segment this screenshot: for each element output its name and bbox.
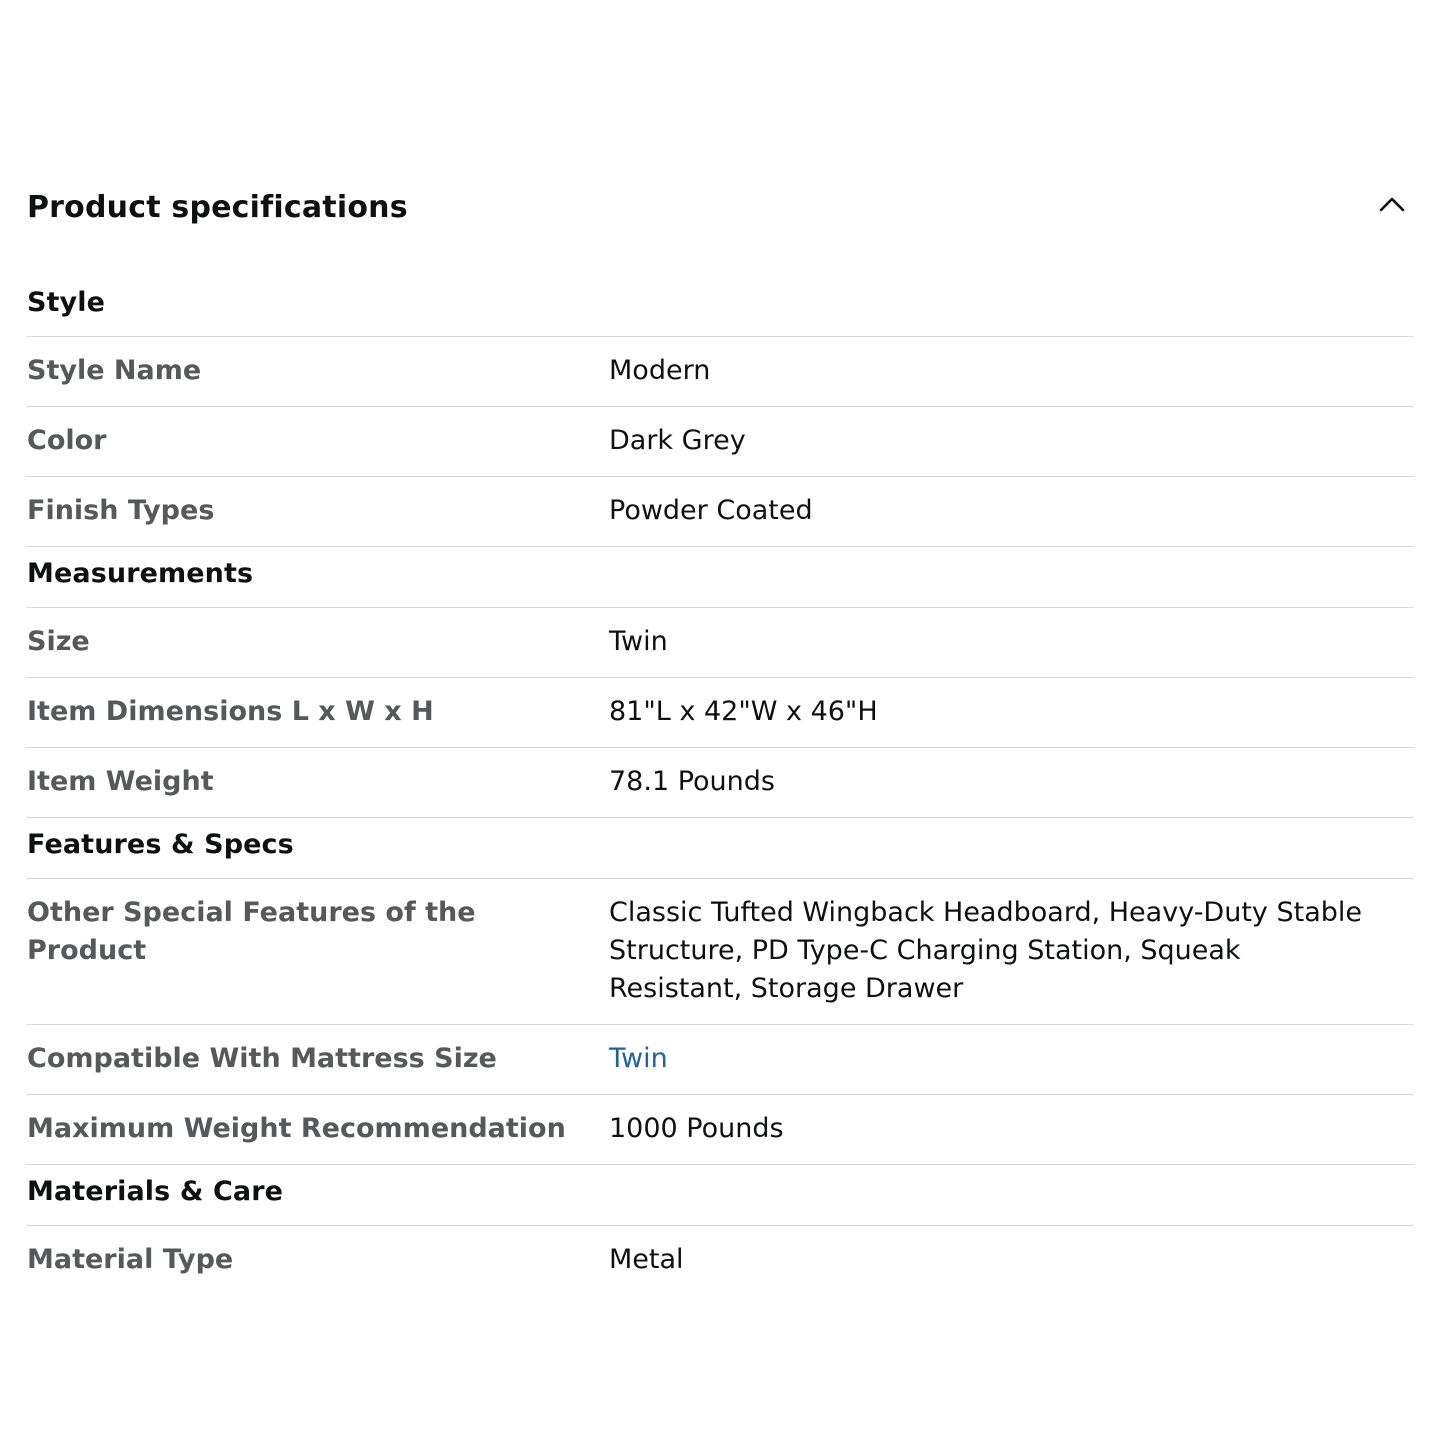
section-title: Materials & Care [26, 1165, 1414, 1226]
spec-row-finish-types [26, 477, 1414, 547]
spec-value: Powder Coated [609, 495, 813, 526]
spec-row-color [26, 407, 1414, 477]
page-title: Product specifications [27, 190, 408, 225]
section-measurements [26, 547, 1414, 818]
section-title: Style [26, 276, 1414, 337]
spec-key: Item Dimensions L x W x H [27, 696, 434, 727]
spec-value: Classic Tufted Wingback Headboard, Heavy-Duty Stable Structure, PD Type-C Charging Station, Squeak Resistant, Storage Drawer [609, 897, 1363, 1004]
specifications-table [26, 276, 1414, 1295]
spec-value: Metal [609, 1244, 684, 1275]
spec-value: Twin [609, 626, 668, 657]
spec-row-compatible-mattress-size [26, 1025, 1414, 1095]
spec-value: 78.1 Pounds [609, 766, 775, 797]
collapse-button[interactable] [1372, 184, 1412, 224]
section-features-specs [26, 818, 1414, 1165]
spec-key: Size [27, 626, 90, 657]
spec-value: 81"L x 42"W x 46"H [609, 696, 878, 727]
spec-value: Modern [609, 355, 711, 386]
spec-row-maximum-weight [26, 1095, 1414, 1165]
spec-key: Material Type [27, 1244, 234, 1275]
spec-value: Dark Grey [609, 425, 746, 456]
spec-key: Item Weight [27, 766, 214, 797]
chevron-up-icon [1378, 195, 1406, 213]
spec-row-item-weight [26, 748, 1414, 818]
spec-key: Style Name [27, 355, 202, 386]
spec-row-item-dimensions [26, 678, 1414, 748]
section-style [26, 276, 1414, 547]
specifications-header[interactable] [26, 184, 1414, 234]
spec-key: Maximum Weight Recommendation [27, 1113, 566, 1144]
mattress-size-link[interactable]: Twin [609, 1043, 668, 1074]
spec-row-style-name [26, 337, 1414, 407]
spec-value: 1000 Pounds [609, 1113, 784, 1144]
section-title: Measurements [26, 547, 1414, 608]
spec-key: Compatible With Mattress Size [27, 1043, 497, 1074]
section-materials-care [26, 1165, 1414, 1295]
spec-key: Finish Types [27, 495, 215, 526]
spec-row-special-features [26, 879, 1414, 1025]
spec-row-size [26, 608, 1414, 678]
spec-key: Color [27, 425, 107, 456]
section-title: Features & Specs [26, 818, 1414, 879]
spec-key: Other Special Features of the Product [27, 897, 476, 966]
spec-row-material-type [26, 1226, 1414, 1295]
